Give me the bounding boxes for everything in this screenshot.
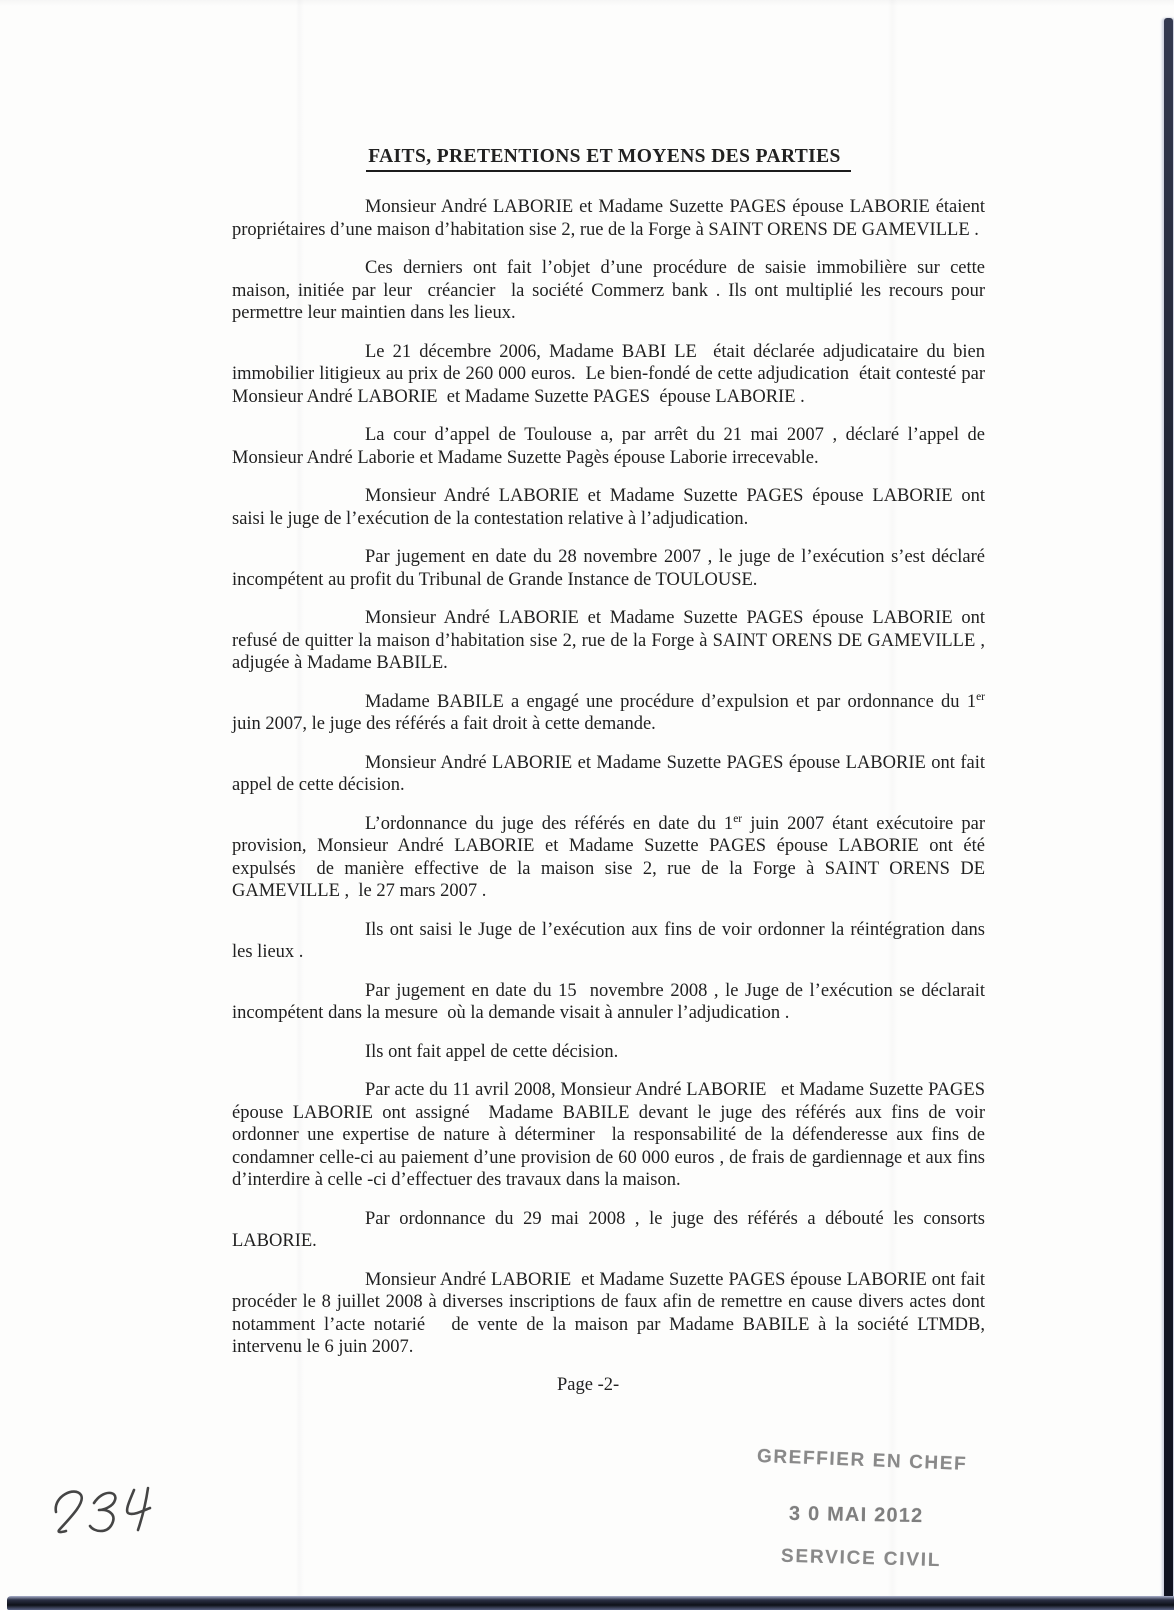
digit-2-stroke	[56, 1492, 82, 1532]
paragraph: Monsieur André LABORIE et Madame Suzette PAGES épouse LABORIE ont saisi le juge de l’exécution de la contestation relative à l’adjudication.	[232, 486, 985, 529]
paragraph: Par jugement en date du 28 novembre 2007 , le juge de l’exécution s’est déclaré incompétent au profit du Tribunal de Grande Instance de TOULOUSE.	[232, 547, 985, 590]
paragraph: Monsieur André LABORIE et Madame Suzette PAGES épouse LABORIE ont fait appel de cette décision.	[232, 752, 985, 795]
paragraph: Par acte du 11 avril 2008, Monsieur André LABORIE et Madame Suzette PAGES épouse LABORIE ont assigné Madame BABILE devant le juge des référés aux fins de voir ordonner une expertise de nature à déterminer la responsabilité de la défenderesse aux fins de condamner celle-ci au paiement d’une provision de 60 000 euros , de frais de gardiennage et aux fins d’interdire à celle -ci d’effectuer des travaux dans la maison.	[232, 1080, 985, 1190]
page-footer	[232, 1375, 985, 1396]
paragraph: L’ordonnance du juge des référés en date du 1er juin 2007 étant exécutoire par provision, Monsieur André LABORIE et Madame Suzette PAGES épouse LABORIE ont été expulsés de manière effective de la maison sise 2, rue de la Forge à SAINT ORENS DE GAMEVILLE , le 27 mars 2007 .	[232, 812, 985, 901]
paragraph: Madame BABILE a engagé une procédure d’expulsion et par ordonnance du 1er juin 2007, le juge des référés a fait droit à cette demande.	[232, 690, 985, 734]
paragraph: Ils ont saisi le Juge de l’exécution aux fins de voir ordonner la réintégration dans les lieux .	[232, 919, 985, 962]
document-body	[232, 196, 985, 1359]
digit-3-stroke	[90, 1493, 115, 1531]
paragraph: Ils ont fait appel de cette décision.	[365, 1041, 619, 1062]
document-heading-text: FAITS, PRETENTIONS ET MOYENS DES PARTIES	[366, 146, 851, 172]
stamp-line-service-civil: SERVICE CIVIL	[780, 1545, 942, 1572]
paragraph: Monsieur André LABORIE et Madame Suzette PAGES épouse LABORIE ont refusé de quitter la maison d’habitation sise 2, rue de la Forge à SAINT ORENS DE GAMEVILLE , adjugée à Madame BABILE.	[232, 608, 985, 673]
paragraph: Monsieur André LABORIE et Madame Suzette PAGES épouse LABORIE étaient propriétaires d’une maison d’habitation sise 2, rue de la Forge à SAINT ORENS DE GAMEVILLE .	[232, 197, 985, 240]
scan-edge-right	[1164, 18, 1173, 1602]
handwritten-number	[42, 1478, 182, 1562]
paragraph: Monsieur André LABORIE et Madame Suzette PAGES épouse LABORIE ont fait procéder le 8 juillet 2008 à diverses inscriptions de faux afin de remettre en cause divers actes dont notamment l’acte notarié de vente de la maison par Madame BABILE à la société LTMDB, intervenu le 6 juin 2007.	[232, 1269, 985, 1357]
paragraph: La cour d’appel de Toulouse a, par arrêt du 21 mai 2007 , déclaré l’appel de Monsieur André Laborie et Madame Suzette Pagès épouse Laborie irrecevable.	[232, 425, 985, 468]
paragraph: Le 21 décembre 2006, Madame BABI LE était déclarée adjudicataire du bien immobilier litigieux au prix de 260 000 euros. Le bien-fondé de cette adjudication était contesté par Monsieur André LABORIE et Madame Suzette PAGES épouse LABORIE .	[232, 341, 985, 407]
paragraph: Par jugement en date du 15 novembre 2008 , le Juge de l’exécution se déclarait incompétent dans la mesure où la demande visait à annuler l’adjudication .	[232, 980, 985, 1023]
document-content	[232, 0, 985, 1396]
document-heading	[232, 146, 985, 172]
stamp-line-greffier-en-chef: GREFFIER EN CHEF	[756, 1445, 968, 1476]
page-number: Page -2-	[557, 1374, 620, 1395]
paragraph: Par ordonnance du 29 mai 2008 , le juge des référés a débouté les consorts LABORIE.	[232, 1208, 985, 1251]
paragraph: Ces derniers ont fait l’objet d’une procédure de saisie immobilière sur cette maison, initiée par leur créancier la société Commerz bank . Ils ont multiplié les recours pour permettre leur maintien dans les lieux.	[232, 258, 985, 323]
scan-edge-bottom	[7, 1596, 1174, 1610]
stamp-line-date: 3 0 MAI 2012	[788, 1502, 924, 1528]
